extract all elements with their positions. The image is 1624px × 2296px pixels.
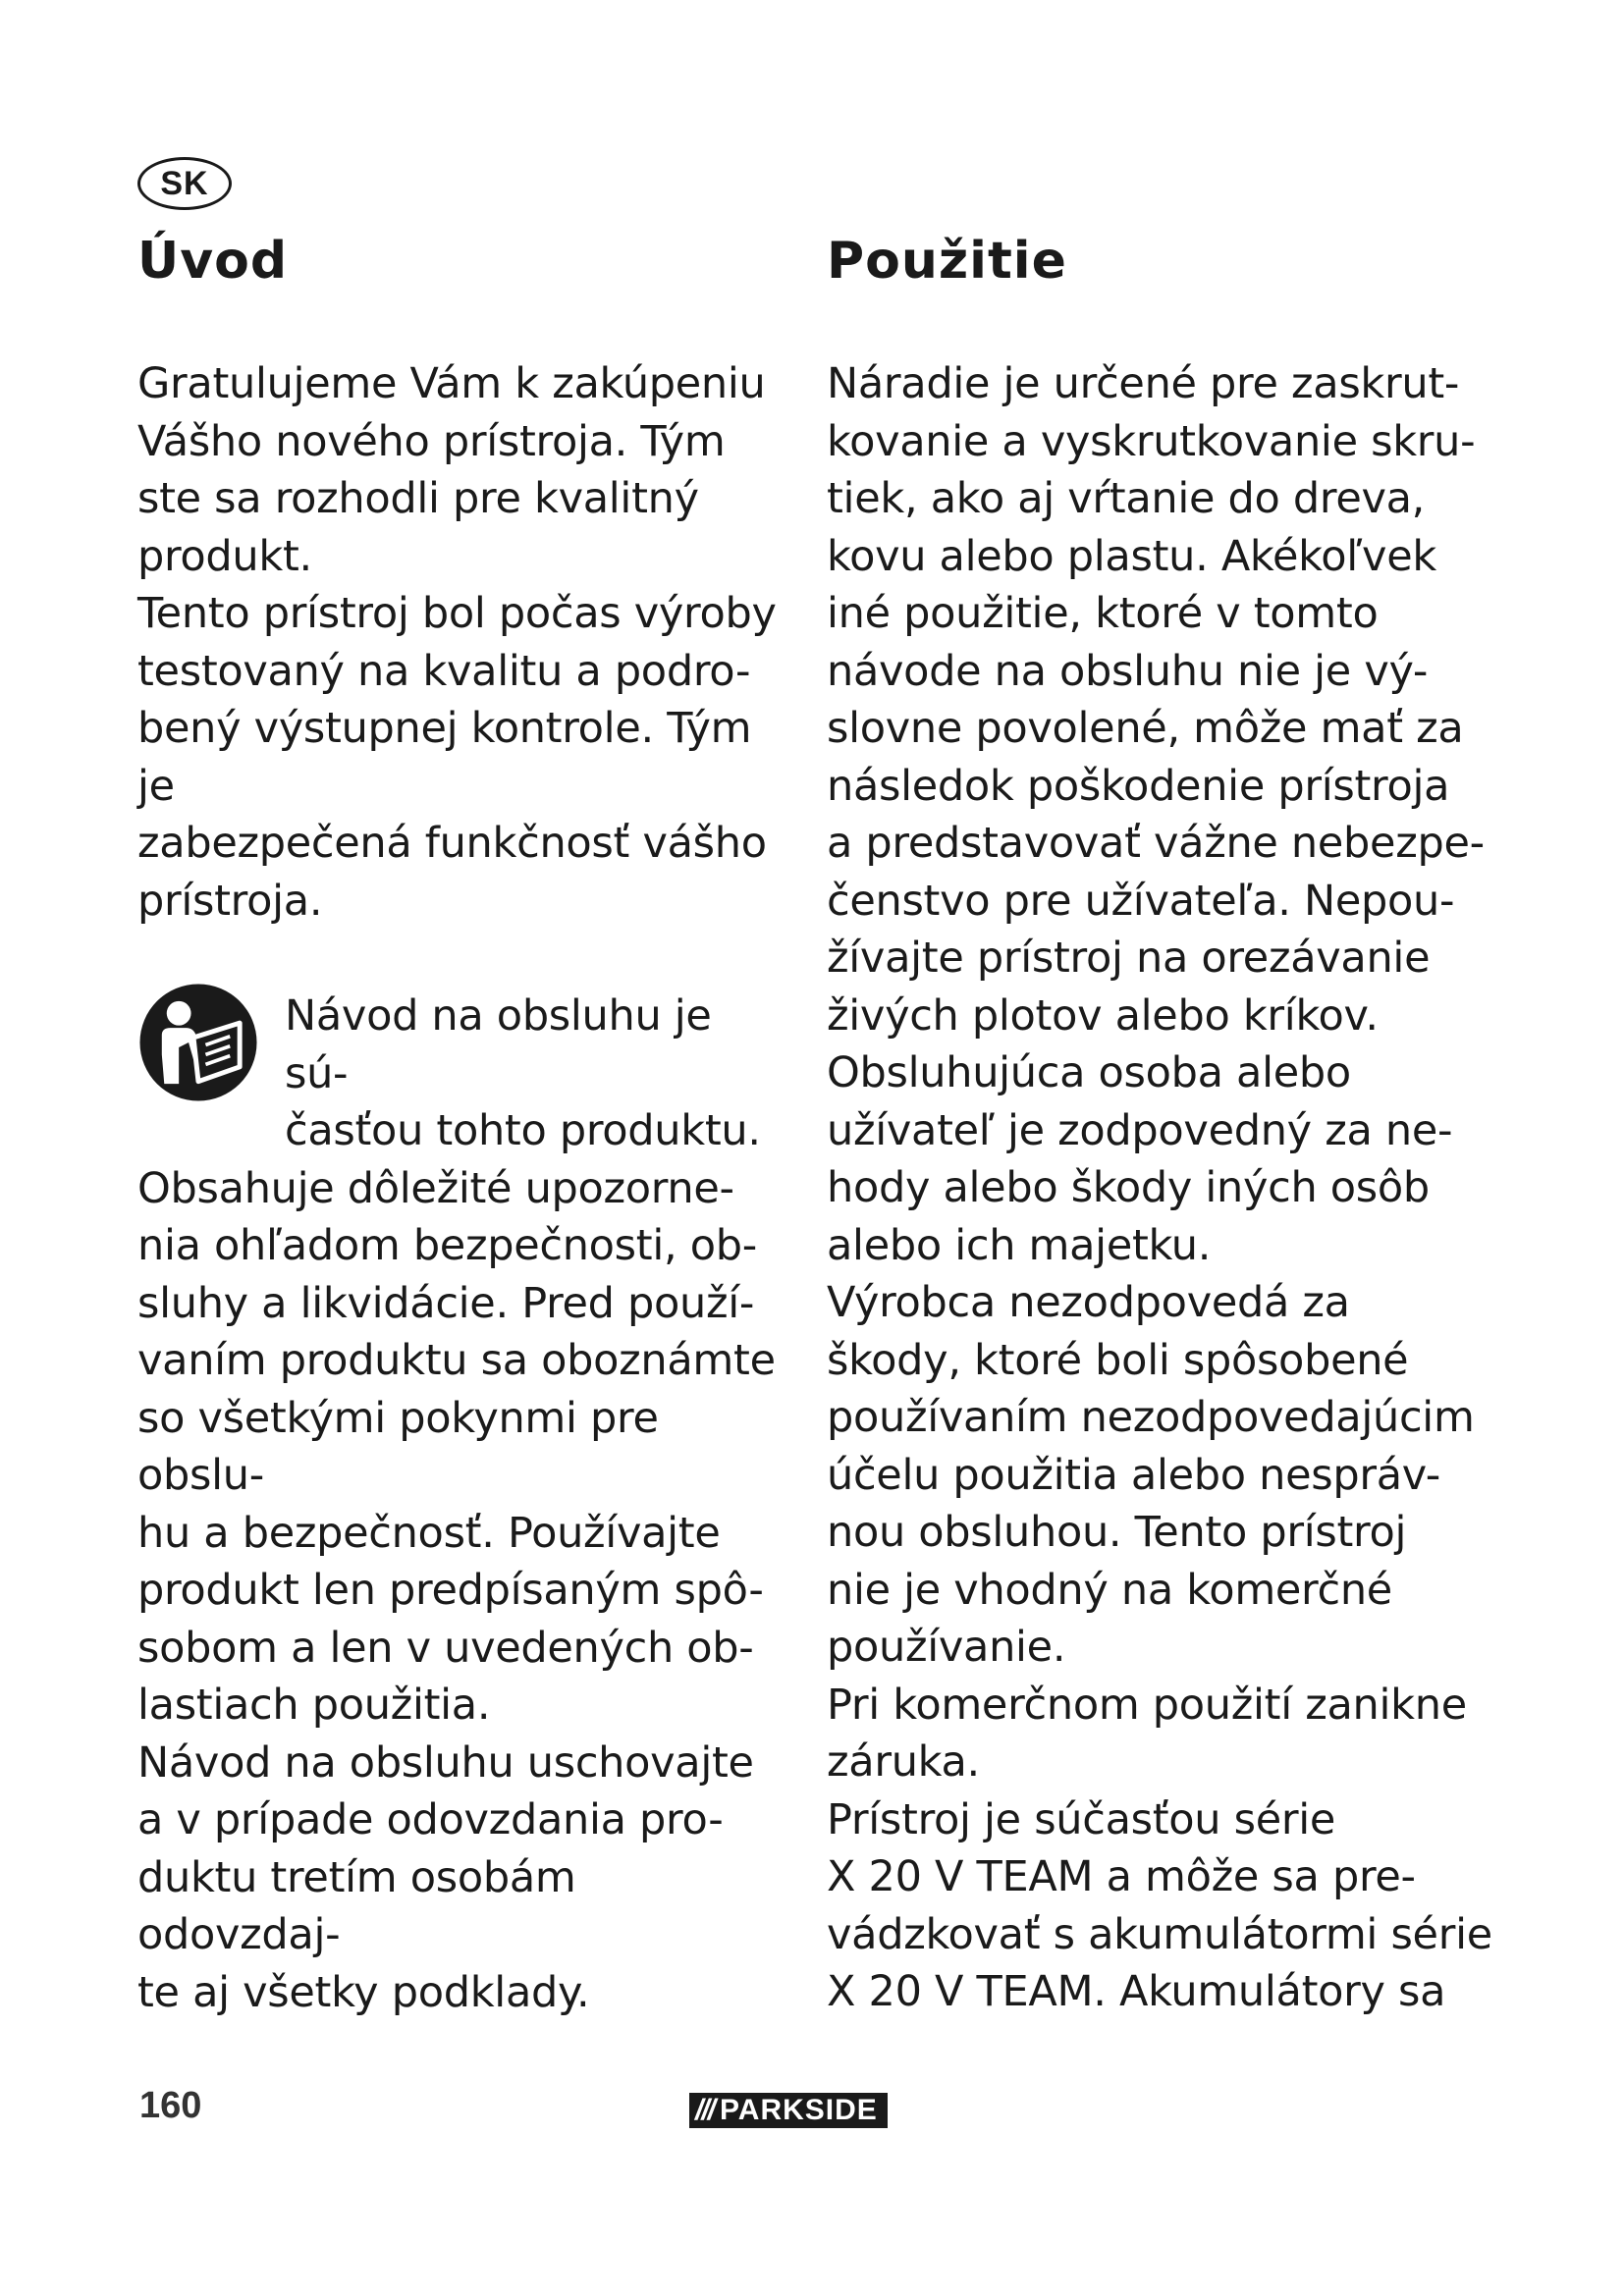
intro-line: Návod na obsluhu uschovajte	[137, 1737, 754, 1788]
usage-line: následok poškodenie prístroja	[827, 761, 1450, 811]
notice-line: časťou tohto produktu.	[285, 1106, 761, 1155]
usage-line: nie je vhodný na komerčné	[827, 1565, 1392, 1615]
intro-heading: Úvod	[137, 232, 289, 291]
usage-line: užívateľ je zodpovedný za ne-	[827, 1105, 1453, 1155]
intro-line: Gratulujeme Vám k zakúpeniu	[137, 359, 766, 408]
usage-line: kovu alebo plastu. Akékoľvek	[827, 531, 1436, 581]
intro-line: nia ohľadom bezpečnosti, ob-	[137, 1221, 757, 1270]
usage-line: žívajte prístroj na orezávanie	[827, 934, 1431, 983]
intro-line: bený výstupnej kontrole. Tým je	[137, 704, 752, 811]
intro-column	[137, 355, 785, 2021]
intro-line: sobom a len v uvedených ob-	[137, 1623, 754, 1673]
usage-line: kovanie a vyskrutkovanie skru-	[827, 416, 1476, 466]
usage-line: Náradie je určené pre zaskrut-	[827, 359, 1460, 408]
usage-line: hody alebo škody iných osôb	[827, 1163, 1430, 1212]
intro-line: Vášho nového prístroja. Tým	[137, 416, 726, 466]
intro-line: produkt len predpísaným spô-	[137, 1566, 764, 1615]
usage-line: Pri komerčnom použití zanikne	[827, 1680, 1467, 1730]
intro-line: a v prípade odovzdania pro-	[137, 1795, 724, 1844]
usage-line: tiek, ako aj vŕtanie do dreva,	[827, 474, 1426, 523]
usage-line: používaním nezodpovedajúcim	[827, 1393, 1475, 1442]
usage-line: Prístroj je súčasťou série	[827, 1794, 1336, 1844]
usage-line: návode na obsluhu nie je vý-	[827, 646, 1429, 696]
usage-line: alebo ich majetku.	[827, 1220, 1212, 1270]
usage-line: Obsluhujúca osoba alebo	[827, 1048, 1351, 1097]
intro-line: sluhy a likvidácie. Pred použí-	[137, 1278, 755, 1328]
intro-line: testovaný na kvalitu a podro-	[137, 646, 751, 696]
intro-line: lastiach použitia.	[137, 1681, 491, 1730]
intro-line: ste sa rozhodli pre kvalitný	[137, 474, 699, 523]
usage-line: X 20 V TEAM a môže sa pre-	[827, 1852, 1416, 1901]
usage-line: škody, ktoré boli spôsobené	[827, 1335, 1409, 1385]
intro-line: zabezpečená funkčnosť vášho	[137, 819, 767, 868]
language-badge: SK	[137, 157, 232, 210]
notice-line: Návod na obsluhu je sú-	[285, 991, 712, 1098]
usage-line: slovne povolené, môže mať za	[827, 704, 1464, 753]
read-manual-icon	[137, 982, 259, 1103]
usage-line: účelu použitia alebo nespráv-	[827, 1450, 1440, 1500]
parkside-logo	[689, 2093, 888, 2128]
usage-line: čenstvo pre užívateľa. Nepou-	[827, 876, 1455, 926]
intro-line: Obsahuje dôležité upozorne-	[137, 1163, 734, 1213]
usage-line: nou obsluhou. Tento prístroj	[827, 1508, 1407, 1557]
intro-line: hu a bezpečnosť. Používajte	[137, 1508, 721, 1558]
manual-notice	[137, 988, 785, 1160]
usage-line: Výrobca nezodpovedá za	[827, 1278, 1350, 1327]
logo-wordmark: PARKSIDE	[720, 2094, 878, 2126]
usage-column	[827, 355, 1494, 2021]
intro-line: so všetkými pokynmi pre obslu-	[137, 1393, 659, 1500]
page-number: 160	[139, 2085, 202, 2126]
usage-line: iné použitie, ktoré v tomto	[827, 589, 1379, 638]
intro-line: te aj všetky podklady.	[137, 1967, 590, 2017]
intro-line: produkt.	[137, 531, 312, 581]
usage-line: záruka.	[827, 1737, 980, 1787]
usage-line: používanie.	[827, 1623, 1066, 1672]
intro-line: duktu tretím osobám odovzdaj-	[137, 1852, 576, 1959]
paragraph-gap	[137, 930, 785, 988]
usage-line: živých plotov alebo kríkov.	[827, 990, 1379, 1041]
logo-slashes: ///	[695, 2094, 715, 2126]
intro-line: prístroja.	[137, 876, 323, 926]
intro-line: Tento prístroj bol počas výroby	[137, 589, 777, 638]
usage-line: a predstavovať vážne nebezpe-	[827, 819, 1485, 868]
usage-line: X 20 V TEAM. Akumulátory sa	[827, 1967, 1446, 2016]
intro-line: vaním produktu sa oboznámte	[137, 1336, 776, 1385]
usage-line: vádzkovať s akumulátormi série	[827, 1909, 1492, 1959]
usage-heading: Použitie	[827, 232, 1067, 291]
